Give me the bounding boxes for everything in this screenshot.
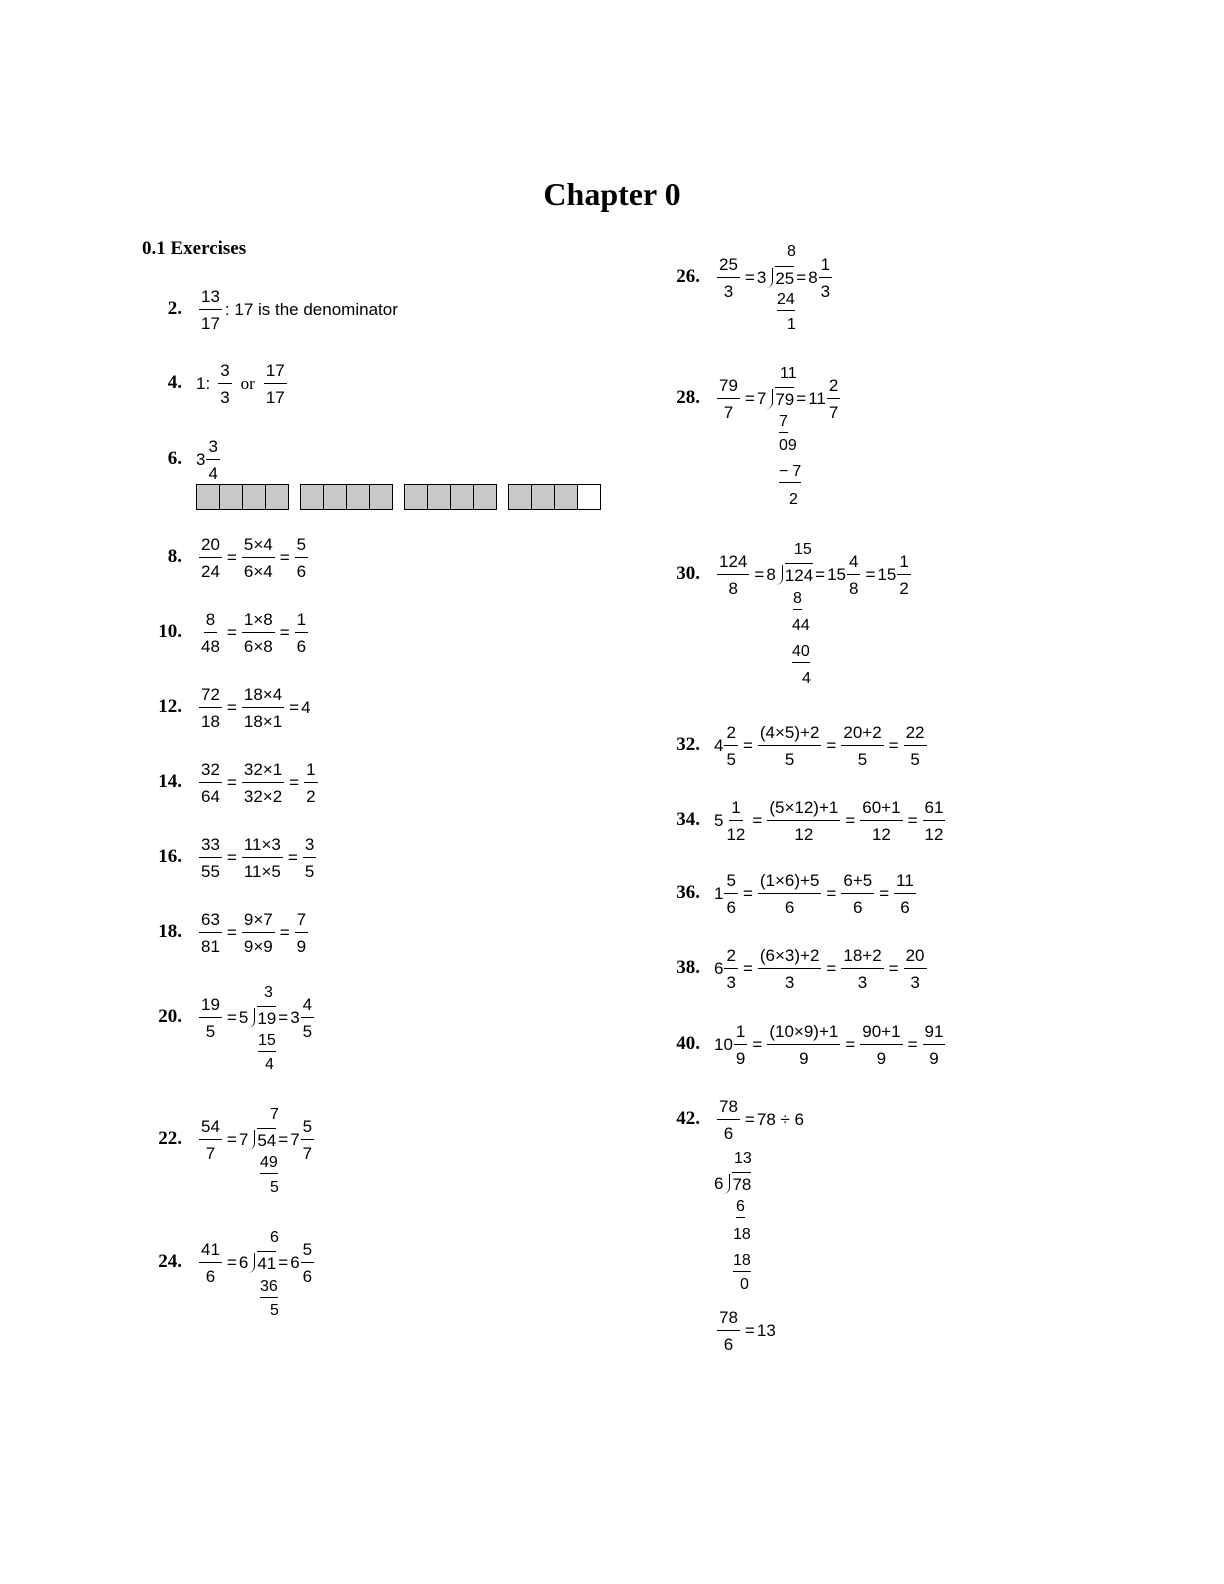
problem-42-long-division: 6 78: [714, 1173, 752, 1194]
subtrahend: 15: [258, 1032, 276, 1052]
problem-8-expression: $\frac{20}{24}$ = $\frac{5\times 4}{6\times 4}$ = $\frac{5}{6}$: [201, 535, 307, 581]
problem-12-expression: $\frac{72}{18}$ = $\frac{18\times 4}{18\times 1}$ = 4: [201, 685, 311, 731]
remainder: 5: [270, 1302, 279, 1319]
subtrahend: 24: [777, 291, 795, 311]
subtrahend: − 7: [779, 463, 801, 483]
fraction: 17 17: [265, 361, 285, 407]
or-text: or: [240, 373, 255, 393]
prefix: 1:: [196, 373, 211, 393]
problem-32-expression: 4 $\frac{2}{5}$ = $\frac{(4\times 5)+2}{5}$ = $\frac{20+2}{5}$ = $\frac{22}{5}$: [714, 723, 925, 769]
quotient: 8: [787, 243, 796, 260]
problem-26-expression: $\frac{25}{3}$ = 3 25 = 8 1 3: [719, 255, 831, 301]
problem-number: 24.: [158, 1251, 182, 1272]
problem-number: 42.: [676, 1108, 700, 1129]
problem-34-expression: 5 $\frac{1}{12}$ = $\frac{(5\times 12)+1}{12}$ = $\frac{60+1}{12}$ = $\frac{61}{12}$: [714, 798, 944, 844]
chapter-title: Chapter 0: [543, 176, 681, 212]
fraction: 3 4: [208, 437, 218, 483]
problem-14-expression: $\frac{32}{64}$ = $\frac{32\times 1}{32\times 2}$ = $\frac{1}{2}$: [201, 760, 316, 806]
subtrahend: 36: [260, 1278, 278, 1298]
problem-10-expression: $\frac{8}{48}$ = $\frac{1\times 8}{6\times 8}$ = $\frac{1}{6}$: [201, 610, 307, 656]
quotient: 13: [734, 1150, 752, 1167]
problem-number: 8.: [167, 546, 182, 567]
subtrahend: 18: [733, 1252, 751, 1272]
whole-number: 3: [196, 449, 206, 469]
problem-36-expression: 1 $\frac{5}{6}$ = $\frac{(1\times 6)+5}{6}$ = $\frac{6+5}{6}$ = $\frac{11}{6}$: [714, 871, 914, 917]
remainder: 2: [789, 491, 798, 508]
problem-number: 38.: [676, 957, 700, 978]
problem-number: 14.: [158, 771, 182, 792]
quotient: 7: [270, 1106, 279, 1123]
subtrahend: 40: [792, 643, 810, 663]
problem-6-expression: [196, 436, 223, 483]
problem-20-expression: $\frac{19}{5}$ = 5 19 = 3 4 5: [201, 995, 313, 1041]
whole-box-1: [196, 484, 289, 510]
problem-number: 30.: [676, 563, 700, 584]
problem-24-expression: $\frac{41}{6}$ = 6 41 = 6 5 6: [201, 1240, 313, 1286]
problem-28-expression: $\frac{79}{7}$ = 7 79 = 11 2 7: [719, 376, 839, 422]
problem-2-text: : 17 is the denominator: [224, 299, 398, 319]
partial-dividend: 44: [792, 617, 810, 634]
partial-dividend: 09: [779, 437, 797, 454]
problem-number: 34.: [676, 809, 700, 830]
remainder: 4: [802, 670, 811, 687]
problem-22-expression: $\frac{54}{7}$ = 7 54 = 7 5 7: [201, 1117, 313, 1163]
remainder: 1: [787, 316, 796, 333]
remainder: 5: [270, 1179, 279, 1196]
problem-number: 6.: [167, 448, 182, 469]
quotient: 11: [780, 365, 797, 382]
problem-16-expression: $\frac{33}{55}$ = $\frac{11\times 3}{11\times 5}$ = $\frac{3}{5}$: [201, 835, 315, 881]
quotient: 15: [794, 541, 812, 558]
problem-number: 28.: [676, 387, 700, 408]
problem-number: 20.: [158, 1006, 182, 1027]
problem-number: 10.: [158, 621, 182, 642]
problem-number: 12.: [158, 696, 182, 717]
problem-number: 16.: [158, 846, 182, 867]
problem-number: 22.: [158, 1128, 182, 1149]
problem-number: 40.: [676, 1033, 700, 1054]
problem-number: 26.: [676, 266, 700, 287]
problem-number: 36.: [676, 882, 700, 903]
problem-18-expression: $\frac{63}{81}$ = $\frac{9\times 7}{9\times 9}$ = $\frac{7}{9}$: [201, 910, 307, 956]
problem-38-expression: 6 $\frac{2}{3}$ = $\frac{(6\times 3)+2}{3}$ = $\frac{18+2}{3}$ = $\frac{20}{3}$: [714, 946, 925, 992]
problem-number: 2.: [167, 298, 182, 319]
section-title: 0.1 Exercises: [142, 238, 247, 259]
problem-42-expression: $\frac{78}{6}$ = 78 ÷ 6: [719, 1097, 804, 1143]
remainder: 4: [265, 1056, 274, 1073]
fraction: 3 3: [220, 361, 230, 407]
partial-box: [508, 484, 601, 510]
problem-40-expression: 10 $\frac{1}{9}$ = $\frac{(10\times 9)+1}{9}$ = $\frac{90+1}{9}$ = $\frac{91}{9}$: [714, 1022, 944, 1068]
problem-2-expression: [196, 286, 398, 333]
quotient: 3: [264, 984, 273, 1001]
subtrahend: 7: [779, 413, 788, 433]
subtrahend: 49: [260, 1154, 278, 1174]
fraction-model-boxes: [196, 484, 601, 510]
remainder: 0: [740, 1276, 749, 1293]
partial-dividend: 18: [733, 1226, 751, 1243]
whole-box-3: [404, 484, 497, 510]
problem-4-expression: [196, 360, 290, 407]
whole-box-2: [300, 484, 393, 510]
problem-number: 32.: [676, 734, 700, 755]
problem-42-result: $\frac{78}{6}$ = 13: [719, 1308, 776, 1354]
subtrahend: 8: [793, 590, 802, 610]
problem-number: 4.: [167, 372, 182, 393]
quotient: 6: [270, 1229, 279, 1246]
subtrahend: 6: [736, 1198, 745, 1218]
problem-30-expression: $\frac{124}{8}$ = 8 124 = 15 $\frac{4}{8}$ = 15 1 2: [719, 552, 909, 598]
problem-number: 18.: [158, 921, 182, 942]
fraction: 13 17: [201, 287, 220, 333]
